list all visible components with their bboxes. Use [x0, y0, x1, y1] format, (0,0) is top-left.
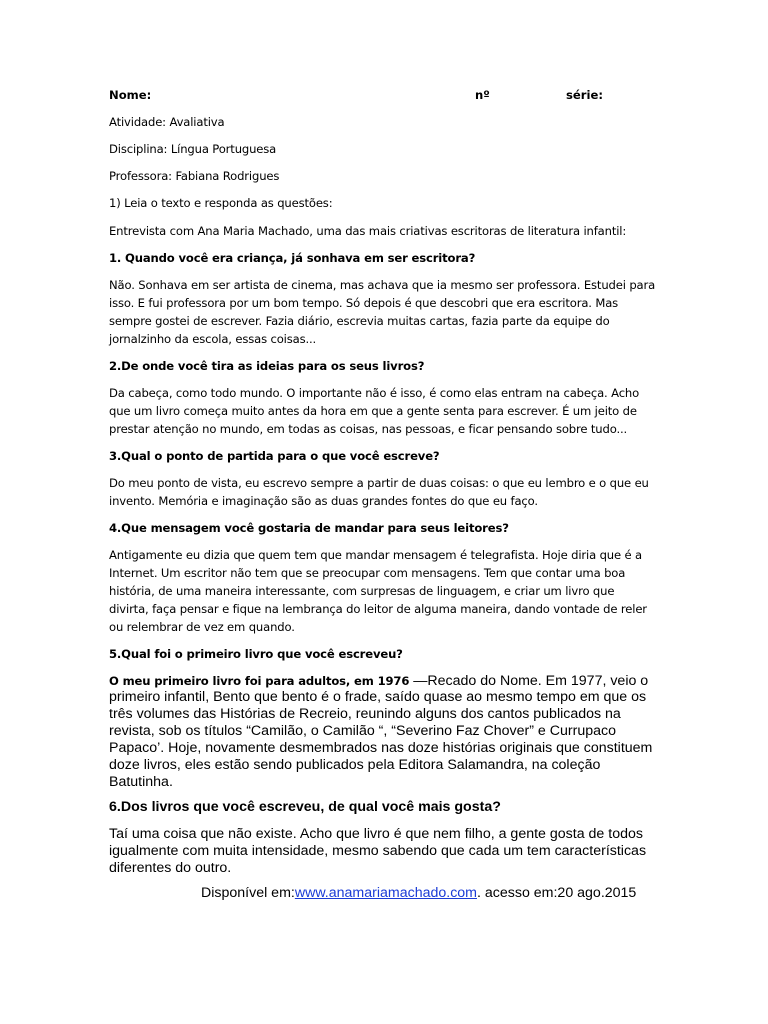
answer-6-line: Taí uma coisa que não existe. Acho que livro é que nem filho, a gente gosta de todos — [109, 826, 643, 842]
question-2: 2.De onde você tira as ideias para os seus livros? — [109, 359, 425, 373]
question-3: 3.Qual o ponto de partida para o que você escreve? — [109, 449, 440, 463]
answer-5-line: Batutinha. — [109, 774, 173, 790]
answer-1-line: sempre gostei de escrever. Fazia diário, escrevia muitas cartas, fazia parte da equipe do — [109, 314, 610, 328]
subject-line: Disciplina: Língua Portuguesa — [109, 142, 277, 156]
answer-3-line: Do meu ponto de vista, eu escrevo sempre a partir de duas coisas: o que eu lembro e o que eu — [109, 476, 649, 490]
answer-5-first-line — [109, 670, 648, 689]
grade-label: série: — [566, 88, 603, 102]
answer-5-line: Papaco’. Hoje, novamente desmembrados nas doze histórias originais que constituem — [109, 740, 653, 756]
answer-5-line: três volumes das Histórias de Recreio, reunindo alguns dos cantos publicados na — [109, 706, 621, 722]
source-citation — [201, 885, 636, 901]
answer-4-line: divirta, faça pensar e fique na lembrança do leitor de alguma maneira, dando vontade de reler — [109, 602, 647, 616]
intro-line: Entrevista com Ana Maria Machado, uma das mais criativas escritoras de literatura infantil: — [109, 224, 627, 238]
answer-1-line: Não. Sonhava em ser artista de cinema, mas achava que ia mesmo ser professora. Estudei para — [109, 278, 656, 292]
question-5: 5.Qual foi o primeiro livro que você escreveu? — [109, 647, 403, 661]
answer-4-line: Internet. Um escritor não tem que se preocupar com mensagens. Tem que contar uma boa — [109, 566, 626, 580]
source-link[interactable]: www.anamariamachado.com — [294, 885, 477, 901]
answer-6-line: diferentes do outro. — [109, 860, 232, 876]
answer-4-line: história, de uma maneira interessante, com surpresas de linguagem, e criar um livro que — [109, 584, 615, 598]
answer-4-line: Antigamente eu dizia que quem tem que mandar mensagem é telegrafista. Hoje diria que é a — [109, 548, 642, 562]
answer-2-line: prestar atenção no mundo, em todas as coisas, nas pessoas, e ficar pensando sobre tudo... — [109, 422, 628, 436]
answer-1-line: isso. E fui professora por um bom tempo. Só depois é que descobri que era escritora. Mas — [109, 296, 619, 310]
instruction-line: 1) Leia o texto e responda as questões: — [109, 196, 333, 210]
question-1: 1. Quando você era criança, já sonhava em ser escritora? — [109, 251, 476, 265]
name-label: Nome: — [109, 88, 152, 102]
answer-2-line: que um livro começa muito antes da hora em que a gente senta para escrever. É um jeito de — [109, 404, 637, 418]
answer-5-first-rest: —Recado do Nome. Em 1977, veio o — [409, 673, 649, 689]
answer-5-first-bold: O meu primeiro livro foi para adultos, em 1976 — [109, 674, 410, 688]
answer-1-line: jornalzinho da escola, essas coisas... — [109, 332, 317, 346]
teacher-line: Professora: Fabiana Rodrigues — [109, 169, 280, 183]
answer-2-line: Da cabeça, como todo mundo. O importante não é isso, é como elas entram na cabeça. Acho — [109, 386, 640, 400]
answer-6-line: igualmente com muita intensidade, mesmo sabendo que cada um tem características — [109, 843, 647, 859]
answer-3-line: invento. Memória e imaginação são as duas grandes fontes do que eu faço. — [109, 494, 538, 508]
number-label: nº — [475, 88, 490, 102]
answer-5-line: doze livros, eles estão sendo publicados pela Editora Salamandra, na coleção — [109, 757, 601, 773]
source-suffix: . acesso em:20 ago.2015 — [477, 885, 637, 901]
answer-5-line: revista, sob os títulos “Camilão, o Camilão “, “Severino Faz Chover” e Currupaco — [109, 723, 617, 739]
question-4: 4.Que mensagem você gostaria de mandar para seus leitores? — [109, 521, 509, 535]
question-6: 6.Dos livros que você escreveu, de qual você mais gosta? — [109, 799, 501, 815]
source-prefix: Disponível em: — [201, 885, 295, 901]
answer-5-line: primeiro infantil, Bento que bento é o frade, saído quase ao mesmo tempo em que os — [109, 689, 647, 705]
answer-4-line: ou relembrar de vez em quando. — [109, 620, 295, 634]
activity-line: Atividade: Avaliativa — [109, 115, 225, 129]
